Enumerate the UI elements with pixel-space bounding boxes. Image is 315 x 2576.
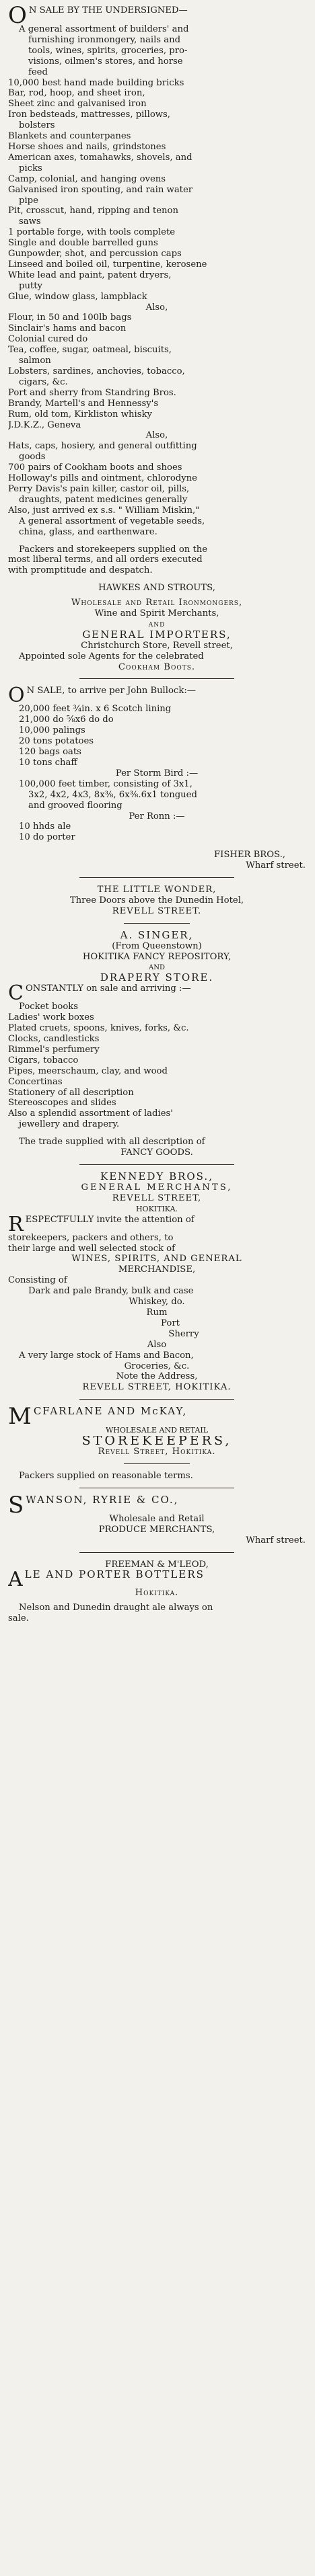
ad1-line: Rum, old tom, Kirkliston whisky	[8, 409, 152, 419]
ad7-heading-row	[8, 1570, 306, 1588]
ad1-firm-name: HAWKES AND STROUTS,	[98, 583, 215, 594]
ad2-storm-bird: Per Storm Bird :—	[115, 768, 199, 778]
ad1-line: A general assortment of vegetable seeds,	[19, 516, 205, 526]
ad5-divider	[124, 1463, 189, 1464]
ad1-line: Horse shoes and nails, grindstones	[8, 141, 166, 152]
ad1-line: Galvanised iron spouting, and rain water	[8, 184, 193, 195]
ad1-line: Gunpowder, shot, and percussion caps	[8, 249, 182, 259]
ad1-line: draughts, patent medicines generally	[19, 494, 188, 505]
ad7-last: Nelson and Dunedin draught ale always on	[19, 1603, 213, 1613]
ad2-firm-name: FISHER BROS.,	[213, 850, 285, 860]
ad1-line: china, glass, and earthenware.	[19, 526, 158, 537]
ad1-line: Tea, coffee, sugar, oatmeal, biscuits,	[8, 345, 172, 356]
ad1-line: pipe	[19, 195, 38, 206]
ad1-line: Flour, in 50 and 100lb bags	[8, 313, 132, 323]
ad3-trade: The trade supplied with all description of	[19, 1137, 205, 1148]
ad3-name: A. SINGER,	[120, 930, 194, 941]
ad1-line: Linseed and boiled oil, turpentine, kerosene	[8, 259, 207, 270]
ad1-firm-sub: Wine and Spirit Merchants,	[94, 608, 219, 619]
ad5-firm-name: CFARLANE AND McKAY,	[33, 1406, 188, 1418]
ad4-wines: WINES, SPIRITS, AND GENERAL	[71, 1254, 242, 1264]
little-wonder-advertisement	[8, 885, 306, 1158]
ad5-address: Revell Street, Hokitika.	[98, 1447, 216, 1457]
ad1-line: Brandy, Martell's and Hennessy's	[8, 398, 159, 409]
kennedy-bros-advertisement	[8, 1172, 306, 1393]
ad4-sub: GENERAL MERCHANTS,	[81, 1182, 233, 1193]
ad3-title: Three Doors above the Dunedin Hotel,	[69, 895, 244, 905]
ad1-line: 1 portable forge, with tools complete	[8, 227, 176, 238]
ad3-intro-row	[8, 983, 306, 1002]
ad1-also: Also,	[145, 302, 168, 313]
ad1-line: putty	[19, 280, 42, 291]
ad1-line: Sinclair's hams and bacon	[8, 323, 127, 334]
mcfarlane-mckay-advertisement	[8, 1406, 306, 1482]
ad2-dropcap: O	[8, 686, 25, 705]
ad1-line: furnishing ironmongery, nails and	[28, 34, 181, 45]
ad2-line: 3x2, 4x2, 4x3, 8x⅜, 6x⅜.6x1 tongued	[28, 789, 197, 800]
ad3-item: Cigars, tobacco	[8, 1055, 79, 1065]
ad1-importers: GENERAL IMPORTERS,	[82, 629, 232, 641]
ad1-agents: Appointed sole Agents for the celebrated	[19, 651, 204, 661]
ad4-consisting: Consisting of	[8, 1275, 67, 1286]
ad5-heading-row	[8, 1406, 306, 1425]
ad6-sub: Wharf street.	[246, 1535, 306, 1545]
ad3-item: Rimmel's perfumery	[8, 1044, 100, 1055]
ad1-line: Pit, crosscut, hand, ripping and tenon	[8, 206, 178, 216]
ad4-intro-row	[8, 1215, 306, 1233]
ad3-title: REVELL STREET.	[112, 905, 202, 916]
ad4-item: Whiskey, do.	[129, 1297, 185, 1307]
ad1-line: Bar, rod, hoop, and sheet iron,	[8, 88, 145, 99]
ad4-town: HOKITIKA.	[135, 1204, 178, 1213]
ad1-line: salmon	[19, 356, 51, 366]
ad2-line: 120 bags oats	[19, 747, 81, 758]
ad1-line: Iron bedsteads, mattresses, pillows,	[8, 110, 171, 120]
ad1-line: J.D.K.Z., Geneva	[8, 419, 81, 430]
ad4-port: Port	[161, 1318, 180, 1328]
ad3-trade: FANCY GOODS.	[120, 1148, 193, 1158]
ad2-line: 10,000 palings	[19, 725, 85, 736]
ad3-repository: HOKITIKA FANCY REPOSITORY,	[82, 951, 232, 962]
ad4-street: REVELL STREET,	[112, 1193, 202, 1203]
ad4-merchandise: MERCHANDISE,	[118, 1264, 196, 1275]
ad4-address: REVELL STREET, HOKITIKA.	[82, 1382, 232, 1393]
ad3-drapery: DRAPERY STORE.	[100, 973, 214, 984]
ad2-heading-row	[8, 686, 306, 704]
ad6-heading-row	[8, 1495, 306, 1514]
ad3-item: Plated cruets, spoons, knives, forks, &c.	[8, 1023, 189, 1034]
ad1-line: Camp, colonial, and hanging ovens	[8, 173, 166, 184]
ad4-also: Also	[147, 1339, 167, 1350]
ad1-line: picks	[19, 163, 42, 173]
ad3-title: THE LITTLE WONDER,	[97, 885, 217, 895]
ad2-line: 10 hhds ale	[19, 821, 71, 832]
ad1-line: Single and double barrelled guns	[8, 238, 158, 249]
ad3-item: Pipes, meerschaum, clay, and wood	[8, 1065, 168, 1076]
ad2-ronn: Per Ronn :—	[129, 811, 185, 821]
ad4-firm-name: KENNEDY BROS.,	[100, 1172, 213, 1182]
ad6-dropcap: S	[8, 1494, 24, 1514]
ad1-line: bolsters	[19, 120, 55, 131]
ad1-line: Blankets and counterpanes	[8, 131, 131, 142]
ad1-line: Holloway's pills and ointment, chlorodyne	[8, 473, 197, 484]
ad4-sherry: Sherry	[168, 1328, 199, 1339]
ad1-line: feed	[28, 67, 48, 77]
ad2-line: 21,000 do ⅝x6 do do	[19, 715, 114, 725]
ad2-line: and grooved flooring	[28, 800, 123, 811]
ad3-item: Ladies' work boxes	[8, 1012, 94, 1023]
ad1-closing: most liberal terms, and all orders executed	[8, 555, 203, 565]
column-divider	[79, 678, 234, 679]
ad1-line: American axes, tomahawks, shovels, and	[8, 152, 193, 163]
ad3-item: Concertinas	[8, 1076, 63, 1087]
ad1-line: visions, oilmen's stores, and horse	[28, 56, 183, 67]
ad4-intro: storekeepers, packers and others, to	[8, 1232, 174, 1243]
ad1-agents: Cookham Boots.	[118, 661, 196, 672]
ad1-line: goods	[19, 452, 46, 462]
ad2-line: 20 tons potatoes	[19, 736, 94, 747]
ad3-item: Pocket books	[19, 1002, 79, 1012]
ad4-hams: A very large stock of Hams and Bacon,	[19, 1350, 194, 1361]
ad4-intro: ESPECTFULLY invite the attention of	[25, 1214, 195, 1225]
ad7-line: LE AND PORTER BOTTLERS	[24, 1570, 205, 1581]
ad1-line: cigars, &c.	[19, 376, 68, 387]
ad3-item: Also a splendid assortment of ladies'	[8, 1109, 173, 1119]
ad5-dropcap: M	[8, 1406, 32, 1426]
ad1-line: 10,000 best hand made building bricks	[8, 77, 184, 88]
ad2-line: 10 do porter	[19, 832, 75, 843]
ad1-address: Christchurch Store, Revell street,	[81, 640, 233, 651]
ad1-line: Glue, window glass, lampblack	[8, 291, 147, 302]
ad3-item: jewellery and drapery.	[19, 1119, 120, 1130]
ad4-item: Dark and pale Brandy, bulk and case	[28, 1286, 194, 1297]
ad3-and: AND	[149, 963, 165, 971]
ad1-line: Sheet zinc and galvanised iron	[8, 99, 147, 110]
ad7-town: Hokitika.	[135, 1588, 179, 1599]
ad7-dropcap: A	[8, 1570, 23, 1588]
hawkes-strouts-advertisement	[8, 5, 306, 672]
fisher-bros-advertisement	[8, 686, 306, 871]
ad4-hams: Groceries, &c.	[124, 1361, 190, 1371]
ad1-line: Also, just arrived ex s.s. " William Miskin,"	[8, 505, 200, 516]
ad1-firm-sub: Wholesale and Retail Ironmongers,	[71, 598, 243, 608]
ad3-divider	[124, 923, 189, 924]
ad4-intro: their large and well selected stock of	[8, 1243, 175, 1254]
ad1-line: Hats, caps, hosiery, and general outfitting	[8, 441, 197, 452]
ad1-line: A general assortment of builders' and	[19, 24, 189, 34]
column-divider	[79, 877, 234, 878]
ad2-line: 20,000 feet ¾in. x 6 Scotch lining	[19, 704, 172, 715]
ad4-dropcap: R	[8, 1214, 24, 1233]
ad1-line: White lead and paint, patent dryers,	[8, 270, 172, 280]
ad3-item: Stationery of all description	[8, 1087, 134, 1098]
ad1-closing: with promptitude and despatch.	[8, 565, 153, 576]
ad1-line: Colonial cured do	[8, 334, 88, 345]
ad3-dropcap: C	[8, 983, 24, 1002]
ad1-line: Lobsters, sardines, anchovies, tobacco,	[8, 366, 185, 376]
ad1-line: Port and sherry from Standring Bros.	[8, 387, 176, 398]
ad6-firm-name: WANSON, RYRIE & CO.,	[26, 1494, 179, 1506]
ad2-heading: N SALE, to arrive per John Bullock:—	[26, 686, 196, 696]
ad6-sub: Wholesale and Retail	[109, 1513, 205, 1524]
ad5-packers: Packers supplied on reasonable terms.	[19, 1470, 193, 1481]
swanson-ryrie-advertisement	[8, 1495, 306, 1546]
ad1-heading-row	[8, 5, 306, 24]
ad1-line: 700 pairs of Cookham boots and shoes	[8, 462, 182, 473]
ad1-line: tools, wines, spirits, groceries, pro-	[28, 45, 188, 56]
ad3-from: (From Queenstown)	[112, 940, 202, 951]
ad3-item: Stereoscopes and slides	[8, 1098, 116, 1109]
ad5-storekeepers: STOREKEEPERS,	[81, 1436, 232, 1447]
freeman-mleod-advertisement	[8, 1560, 306, 1625]
ad2-firm-address: Wharf street.	[246, 860, 306, 871]
ad1-heading: N SALE BY THE UNDERSIGNED—	[28, 5, 188, 15]
ad2-line: 10 tons chaff	[19, 758, 77, 768]
ad4-rum: Rum	[146, 1307, 168, 1318]
ad4-note: Note the Address,	[116, 1371, 198, 1382]
ad1-dropcap: O	[8, 5, 27, 24]
ad1-firm-sub: and	[148, 618, 166, 629]
ad5-sub: WHOLESALE AND RETAIL	[105, 1426, 209, 1435]
ad1-also: Also,	[145, 430, 168, 441]
ad2-line: 100,000 feet timber, consisting of 3x1,	[19, 778, 193, 789]
ad7-firm-name: FREEMAN & M'LEOD,	[105, 1559, 209, 1570]
ad7-last: sale.	[8, 1613, 29, 1624]
column-divider	[79, 1399, 234, 1400]
ad6-sub: PRODUCE MERCHANTS,	[98, 1524, 215, 1535]
ad3-item: Clocks, candlesticks	[8, 1034, 100, 1045]
ad1-line: saws	[19, 216, 41, 227]
column-divider	[79, 1552, 234, 1553]
ad3-intro: ONSTANTLY on sale and arriving :—	[25, 983, 191, 994]
ad1-closing: Packers and storekeepers supplied on the	[19, 544, 208, 555]
ad1-line: Perry Davis's pain killer, castor oil, pills,	[8, 483, 190, 494]
column-divider	[79, 1164, 234, 1165]
